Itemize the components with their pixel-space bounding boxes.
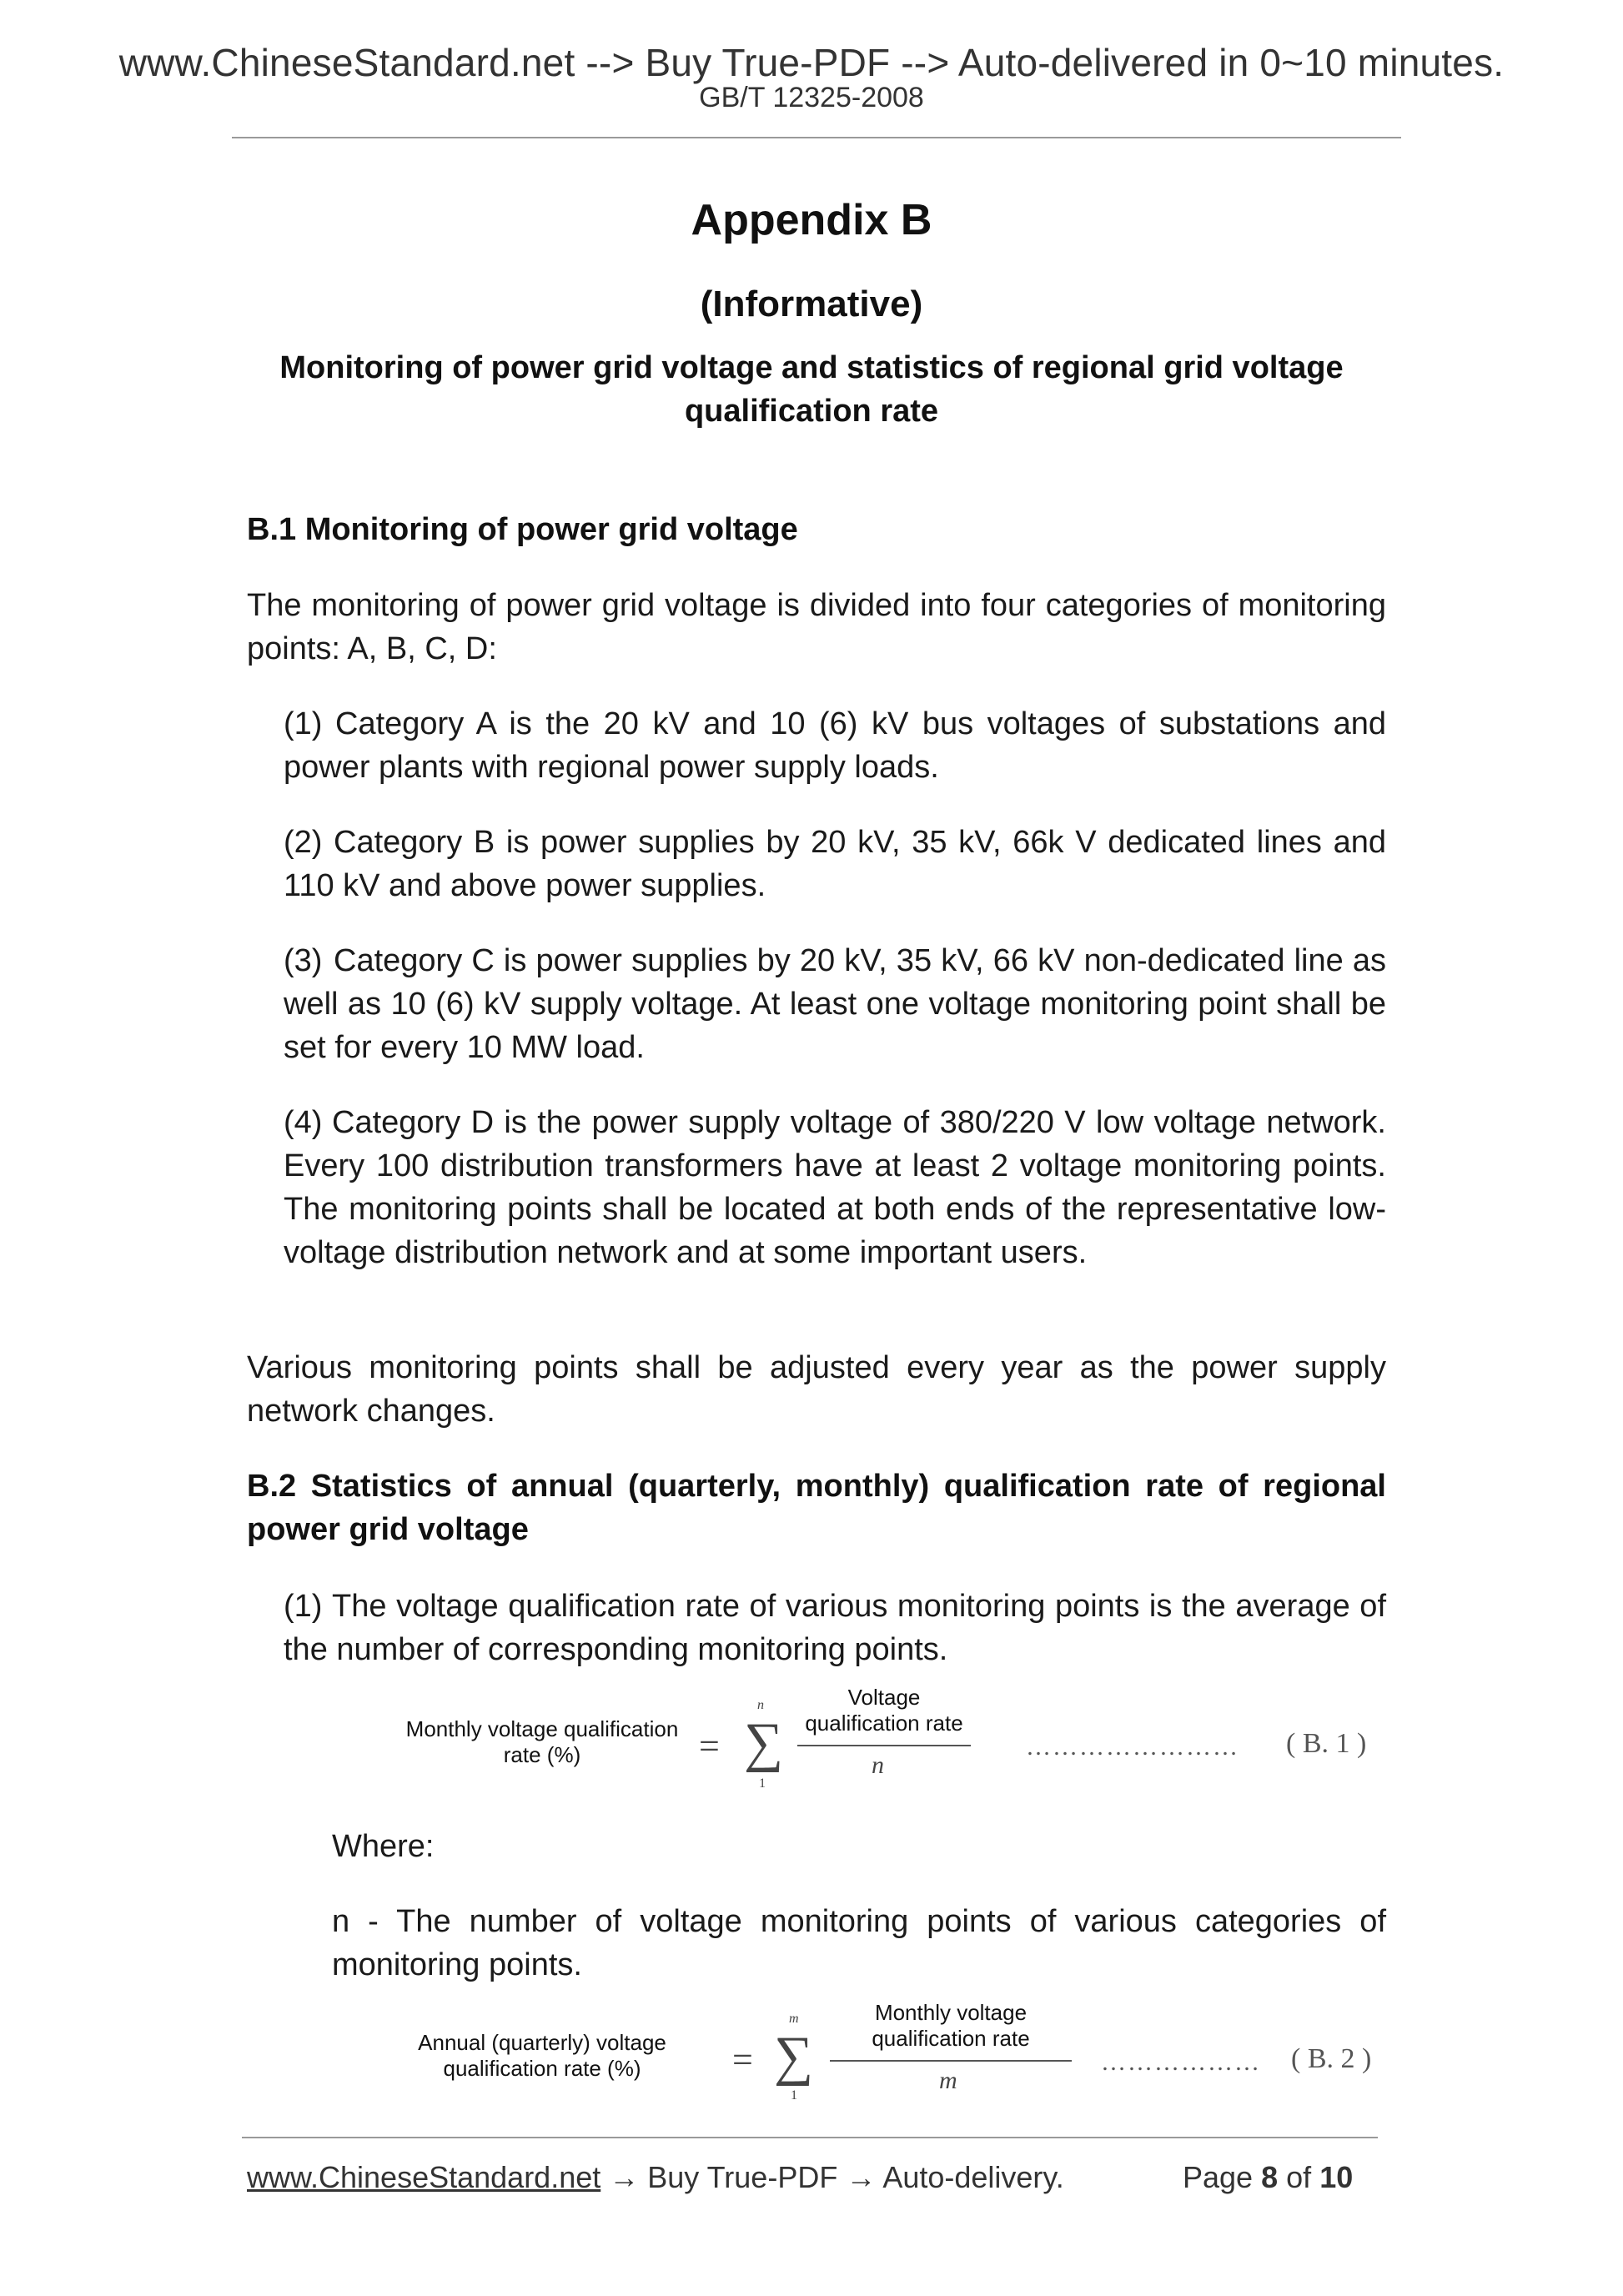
footer-tail: → Buy True-PDF → Auto-delivery.	[600, 2160, 1064, 2194]
footer-page-indicator	[1183, 2160, 1353, 2195]
header-banner: www.ChineseStandard.net --> Buy True-PDF --> Auto-delivered in 0~10 minutes.	[118, 41, 1505, 84]
footer-rule	[242, 2137, 1378, 2138]
formula-b1-number: ( B. 1 )	[1286, 1728, 1367, 1759]
formula-b2-upper-limit: m	[789, 2012, 799, 2026]
formula-b1-upper-limit: n	[757, 1698, 764, 1712]
formula-b2	[384, 2000, 1393, 2108]
formula-b1-leader-dots: ……………………	[1026, 1733, 1239, 1761]
section-b1-intro: The monitoring of power grid voltage is divided into four categories of monitoring points: A, B, C, D:	[247, 588, 1386, 666]
formula-b2-numerator	[847, 2000, 1055, 2052]
b2-item-1	[284, 1585, 1386, 1671]
formula-b1-fraction-bar	[797, 1745, 971, 1746]
appendix-caption-line1: Monitoring of power grid voltage and statistics of regional grid voltage	[279, 350, 1344, 385]
formula-b2-lower-limit: 1	[791, 2088, 797, 2103]
formula-b1-lhs-line2: rate (%)	[503, 1742, 581, 1767]
formula-b1-sigma: ∑	[744, 1712, 784, 1773]
appendix-subtitle: (Informative)	[700, 284, 923, 324]
formula-b1-equals: =	[699, 1726, 720, 1766]
formula-b2-equals: =	[732, 2039, 753, 2080]
b1-item-4	[284, 1101, 1386, 1274]
b1-item-2-text: Category B is power supplies by 20 kV, 35 kV, 66k V dedicated lines and 110 kV and above power supplies.	[284, 825, 1386, 903]
formula-b2-denominator: m	[939, 2067, 957, 2094]
formula-b2-num-line2: qualification rate	[872, 2026, 1030, 2051]
footer-left	[247, 2160, 1064, 2195]
footer-page-word: Page	[1183, 2160, 1254, 2194]
b1-item-2	[284, 821, 1386, 907]
b1-item-4-num: (4)	[284, 1105, 323, 1140]
formula-b1-denominator: n	[872, 1751, 884, 1779]
b1-item-3	[284, 939, 1386, 1069]
section-b1-closing: Various monitoring points shall be adjusted every year as the power supply network changes.	[247, 1350, 1386, 1429]
b1-item-3-text: Category C is power supplies by 20 kV, 35 kV, 66 kV non-dedicated line as well as 10 (6) kV supply voltage. At least one voltage monitoring point shall be set for every 10 MW load.	[284, 943, 1386, 1065]
formula-b2-num-line1: Monthly voltage	[874, 2000, 1028, 2025]
formula-b2-lhs-line2: qualification rate (%)	[443, 2056, 641, 2081]
formula-b2-lhs-line1: Annual (quarterly) voltage	[418, 2030, 666, 2055]
footer-of-word: of	[1286, 2160, 1312, 2194]
standard-code: GB/T 12325-2008	[699, 82, 924, 113]
formula-b1-num-line2: qualification rate	[805, 1711, 963, 1736]
footer-page-total: 10	[1319, 2160, 1354, 2194]
footer-link[interactable]: www.ChineseStandard.net	[247, 2160, 601, 2194]
b1-item-1-text: Category A is the 20 kV and 10 (6) kV bus voltages of substations and power plants with regional power supply loads.	[284, 706, 1386, 785]
section-b1-heading: B.1 Monitoring of power grid voltage	[247, 512, 798, 547]
formula-b2-leader-dots: ………………	[1101, 2048, 1261, 2076]
formula-b1	[384, 1685, 1393, 1793]
where-n-definition: n - The number of voltage monitoring points of various categories of monitoring points.	[332, 1904, 1386, 1982]
formula-b1-lhs	[384, 1716, 701, 1768]
b1-item-1-num: (1)	[284, 706, 323, 741]
b1-item-1	[284, 702, 1386, 789]
b2-item-1-text: The voltage qualification rate of various monitoring points is the average of the number of corresponding monitoring points.	[284, 1589, 1386, 1667]
formula-b1-lhs-line1: Monthly voltage qualification	[405, 1716, 679, 1741]
formula-b2-lhs	[392, 2030, 692, 2082]
appendix-title: Appendix B	[691, 196, 932, 244]
formula-b1-num-line1: Voltage	[847, 1685, 921, 1710]
formula-b1-lower-limit: 1	[759, 1776, 766, 1791]
appendix-caption-line2: qualification rate	[684, 394, 939, 429]
formula-b1-numerator	[792, 1685, 976, 1736]
formula-b2-fraction-bar	[830, 2060, 1072, 2062]
footer-page-number: 8	[1261, 2160, 1279, 2194]
formula-b2-sigma: ∑	[774, 2026, 814, 2087]
header-rule	[232, 137, 1401, 138]
b2-item-1-num: (1)	[284, 1589, 323, 1624]
where-label: Where:	[332, 1829, 435, 1864]
section-b2-heading: B.2 Statistics of annual (quarterly, monthly) qualification rate of regional power grid voltage	[247, 1469, 1386, 1547]
formula-b2-number: ( B. 2 )	[1291, 2043, 1372, 2074]
b1-item-2-num: (2)	[284, 825, 323, 860]
b1-item-3-num: (3)	[284, 943, 323, 978]
b1-item-4-text: Category D is the power supply voltage of 380/220 V low voltage network. Every 100 distribution transformers have at least 2 voltage monitoring points. The monitoring points shall be located at both ends of the representative low-voltage distribution network and at some important users.	[284, 1105, 1386, 1270]
